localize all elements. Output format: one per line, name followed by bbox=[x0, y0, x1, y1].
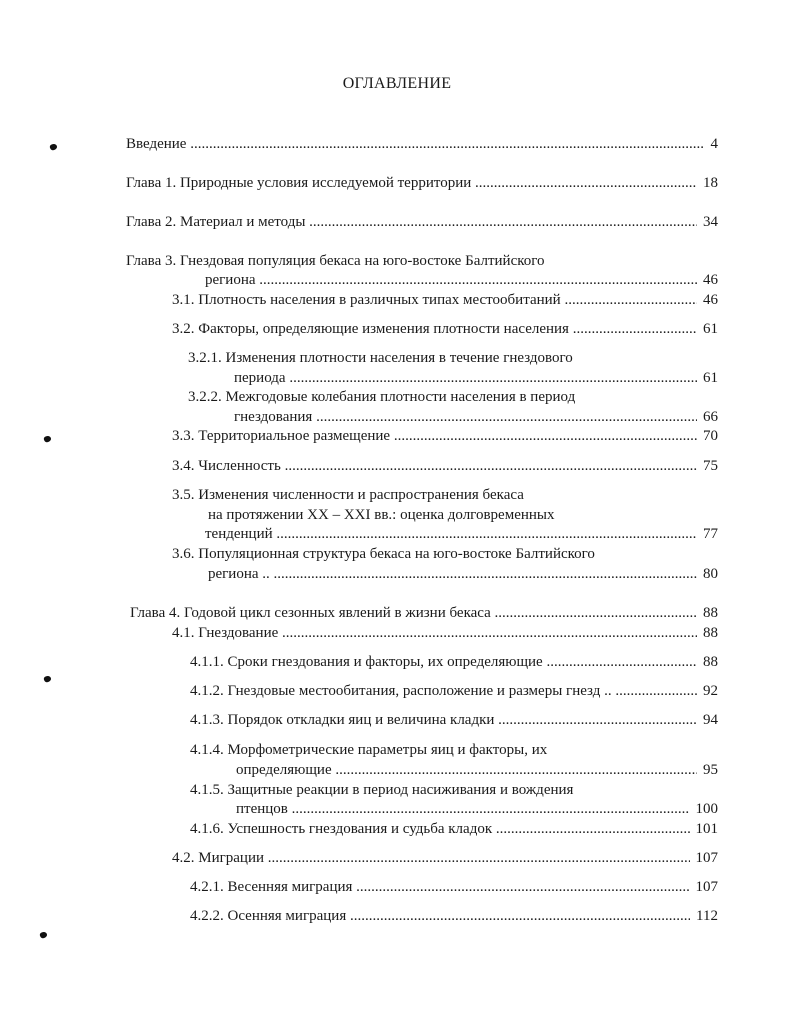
toc-page-number: 88 bbox=[697, 623, 718, 643]
toc-entry-chapter-3-line: Глава 3. Гнездовая популяция бекаса на юго-востоке Балтийского bbox=[126, 253, 545, 269]
toc-page-number: 107 bbox=[690, 877, 719, 897]
toc-entry-label: 3.3. Территориальное размещение bbox=[172, 428, 391, 444]
toc-page-number: 92 bbox=[697, 681, 718, 701]
toc-page-number: 18 bbox=[697, 173, 718, 193]
toc-entry-3-5[interactable] bbox=[205, 524, 718, 544]
toc-entry-label: 4.2.2. Осенняя миграция bbox=[190, 908, 347, 924]
toc-entry-intro[interactable] bbox=[126, 134, 718, 154]
toc-entry-3-4[interactable] bbox=[172, 456, 718, 476]
toc-page-number: 112 bbox=[690, 906, 718, 926]
toc-page-number: 66 bbox=[697, 407, 718, 427]
toc-page-number: 101 bbox=[690, 819, 719, 839]
toc-entry-label: 3.1. Плотность населения в различных типах местообитаний bbox=[172, 292, 561, 308]
toc-entry-4-1[interactable] bbox=[172, 623, 718, 643]
toc-entry-label: Глава 1. Природные условия исследуемой территории bbox=[126, 175, 472, 191]
toc-entry-chapter-1[interactable] bbox=[126, 173, 718, 193]
toc-entry-label: тенденций bbox=[205, 526, 273, 542]
toc-entry-label: птенцов bbox=[236, 801, 288, 817]
toc-page-number: 61 bbox=[697, 368, 718, 388]
toc-entry-label: 4.1.1. Сроки гнездования и факторы, их определяющие bbox=[190, 654, 543, 670]
margin-mark bbox=[49, 143, 58, 151]
toc-entry-label: 4.1.6. Успешность гнездования и судьба кладок bbox=[190, 821, 493, 837]
toc-entry-label: определяющие bbox=[236, 762, 332, 778]
toc-entry-4-1-3[interactable] bbox=[190, 710, 718, 730]
toc-entry-3-6[interactable] bbox=[208, 564, 718, 584]
toc-page-number: 80 bbox=[697, 564, 718, 584]
toc-entry-3-5-line: на протяжении XX – XXI вв.: оценка долговременных bbox=[208, 507, 555, 523]
margin-mark bbox=[39, 931, 48, 939]
toc-page-number: 94 bbox=[697, 710, 718, 730]
toc-page-number: 4 bbox=[705, 134, 719, 154]
toc-entry-4-1-2[interactable] bbox=[190, 681, 718, 701]
toc-entry-label: периода bbox=[234, 370, 286, 386]
toc-page-number: 88 bbox=[697, 652, 718, 672]
toc-entry-4-1-1[interactable] bbox=[190, 652, 718, 672]
toc-page-number: 34 bbox=[697, 212, 718, 232]
toc-entry-chapter-2[interactable] bbox=[126, 212, 718, 232]
toc-entry-4-1-4-line: 4.1.4. Морфометрические параметры яиц и факторы, их bbox=[190, 742, 548, 758]
toc-entry-3-2-1-line: 3.2.1. Изменения плотности населения в течение гнездового bbox=[188, 350, 573, 366]
toc-page-number: 77 bbox=[697, 524, 718, 544]
toc-entry-label: 4.1.3. Порядок откладки яиц и величина кладки bbox=[190, 712, 495, 728]
toc-entry-label: Введение bbox=[126, 136, 187, 152]
toc-entry-4-1-5[interactable] bbox=[236, 799, 718, 819]
toc-entry-chapter-3[interactable] bbox=[205, 270, 718, 290]
toc-page-number: 61 bbox=[697, 319, 718, 339]
toc-page-number: 46 bbox=[697, 290, 718, 310]
toc-entry-4-1-6[interactable] bbox=[190, 819, 718, 839]
toc-page-number: 100 bbox=[690, 799, 719, 819]
toc-entry-4-1-4[interactable] bbox=[236, 760, 718, 780]
toc-entry-label: Глава 4. Годовой цикл сезонных явлений в жизни бекаса bbox=[130, 605, 491, 621]
page-title: ОГЛАВЛЕНИЕ bbox=[342, 75, 452, 92]
toc-entry-4-2-1[interactable] bbox=[190, 877, 718, 897]
toc-entry-4-1-5-line: 4.1.5. Защитные реакции в период насиживания и вождения bbox=[190, 782, 574, 798]
toc-entry-chapter-4[interactable] bbox=[130, 603, 718, 623]
toc-entry-3-2-2[interactable] bbox=[234, 407, 718, 427]
toc-entry-label: Глава 2. Материал и методы bbox=[126, 214, 306, 230]
toc-entry-label: региона .. bbox=[208, 566, 270, 582]
toc-entry-4-2[interactable] bbox=[172, 848, 718, 868]
toc-entry-label: региона bbox=[205, 272, 256, 288]
toc-entry-4-2-2[interactable] bbox=[190, 906, 718, 926]
toc-entry-label: 4.1.2. Гнездовые местообитания, расположение и размеры гнезд .. bbox=[190, 683, 612, 699]
toc-entry-3-1[interactable] bbox=[172, 290, 718, 310]
toc-page-number: 88 bbox=[697, 603, 718, 623]
toc-entry-3-3[interactable] bbox=[172, 426, 718, 446]
toc-entry-label: 3.4. Численность bbox=[172, 458, 281, 474]
toc-entry-label: 4.1. Гнездование bbox=[172, 625, 279, 641]
toc-entry-3-2[interactable] bbox=[172, 319, 718, 339]
toc-entry-label: гнездования bbox=[234, 409, 313, 425]
toc-entry-label: 3.2. Факторы, определяющие изменения плотности населения bbox=[172, 321, 569, 337]
toc-page-number: 70 bbox=[697, 426, 718, 446]
toc-entry-label: 4.2. Миграции bbox=[172, 850, 265, 866]
toc-entry-3-2-2-line: 3.2.2. Межгодовые колебания плотности населения в период bbox=[188, 389, 576, 405]
margin-mark bbox=[43, 435, 52, 443]
toc-page-number: 107 bbox=[690, 848, 719, 868]
toc-entry-3-5-line: 3.5. Изменения численности и распространения бекаса bbox=[172, 487, 524, 503]
toc-entry-label: 4.2.1. Весенняя миграция bbox=[190, 879, 353, 895]
toc-page-number: 95 bbox=[697, 760, 718, 780]
toc-page-number: 75 bbox=[697, 456, 718, 476]
margin-mark bbox=[43, 675, 52, 683]
toc-entry-3-6-line: 3.6. Популяционная структура бекаса на юго-востоке Балтийского bbox=[172, 546, 595, 562]
toc-entry-3-2-1[interactable] bbox=[234, 368, 718, 388]
toc-page-number: 46 bbox=[697, 270, 718, 290]
